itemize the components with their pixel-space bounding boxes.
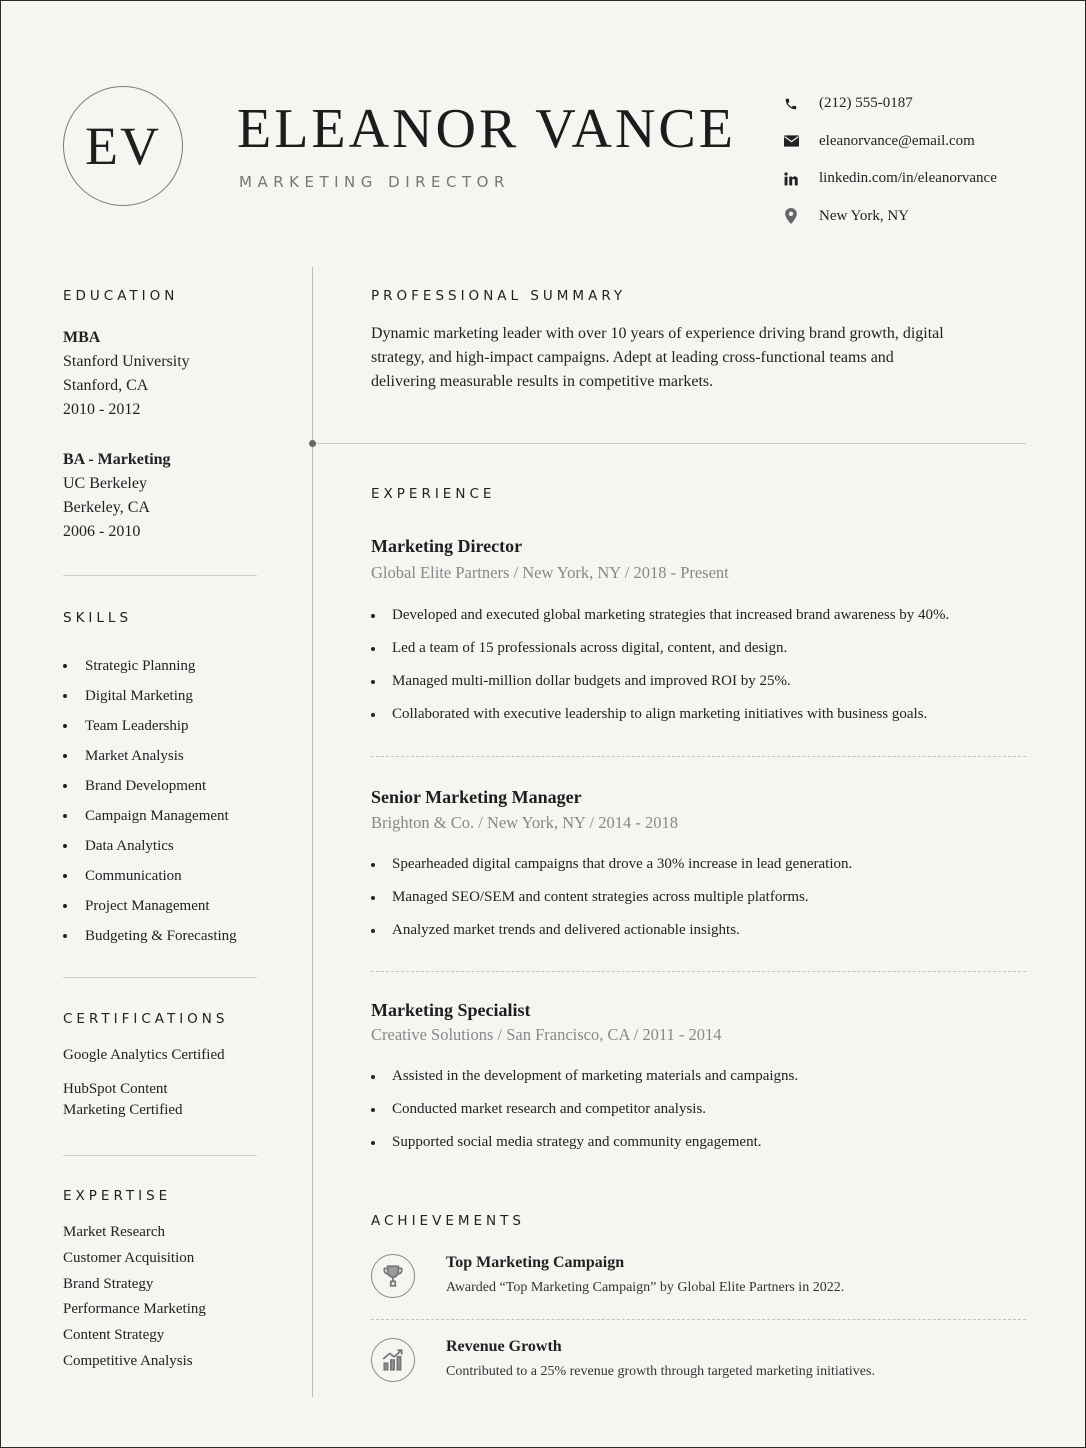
achievement-desc: Awarded “Top Marketing Campaign” by Global Elite Partners in 2022. <box>446 1280 845 1295</box>
list-item: Market Research <box>63 1224 166 1240</box>
job-title: Marketing Director <box>371 536 523 556</box>
phone-text[interactable]: (212) 555-0187 <box>819 95 913 112</box>
monogram: EV <box>63 86 183 206</box>
list-item: Managed multi-million dollar budgets and improved ROI by 25%. <box>371 665 949 698</box>
job-title: Marketing Specialist <box>371 1000 531 1020</box>
education-entry <box>63 326 190 422</box>
certifications-heading: CERTIFICATIONS <box>63 1011 229 1027</box>
job-divider <box>371 971 1026 972</box>
summary-divider <box>312 443 1026 444</box>
list-item: Brand Development <box>63 771 237 801</box>
job-bullets <box>371 848 852 947</box>
job-bullets <box>371 1060 798 1159</box>
school: Stanford University <box>63 353 190 370</box>
education-entry <box>63 448 171 544</box>
school-years: 2010 - 2012 <box>63 401 141 418</box>
growth-chart-icon <box>371 1338 415 1382</box>
contact-phone <box>783 85 997 123</box>
list-item: Strategic Planning <box>63 651 237 681</box>
list-item: Conducted market research and competitor analysis. <box>371 1093 798 1126</box>
sidebar-divider <box>63 575 257 576</box>
skills-heading: SKILLS <box>63 610 133 626</box>
education-heading: EDUCATION <box>63 288 179 304</box>
achievement-title: Top Marketing Campaign <box>446 1254 625 1271</box>
school-years: 2006 - 2010 <box>63 523 141 540</box>
list-item: Team Leadership <box>63 711 237 741</box>
contact-email <box>783 123 997 161</box>
list-item: Customer Acquisition <box>63 1249 195 1266</box>
list-item: Data Analytics <box>63 831 237 861</box>
summary-text: Dynamic marketing leader with over 10 years of experience driving brand growth, digital strategy, and high-impact campaigns. Adept at leading cross-functional teams and delivering measurable results in competitive markets. <box>371 325 944 390</box>
column-divider <box>312 267 313 1397</box>
sidebar-divider <box>63 977 257 978</box>
school-location: Berkeley, CA <box>63 499 150 516</box>
list-item: Content Strategy <box>63 1327 165 1344</box>
degree: BA - Marketing <box>63 451 171 468</box>
school: UC Berkeley <box>63 475 147 492</box>
job-meta: Creative Solutions / San Francisco, CA / 2011 - 2014 <box>371 1025 722 1044</box>
location-text: New York, NY <box>819 207 910 224</box>
email-icon <box>783 133 799 149</box>
trophy-icon <box>371 1254 415 1298</box>
list-item: Project Management <box>63 891 237 921</box>
list-item: Spearheaded digital campaigns that drove a 30% increase in lead generation. <box>371 848 852 881</box>
linkedin-text[interactable]: linkedin.com/in/eleanorvance <box>819 170 997 187</box>
list-item: Market Analysis <box>63 741 237 771</box>
list-item: Supported social media strategy and community engagement. <box>371 1126 798 1159</box>
job-divider <box>371 756 1026 757</box>
list-item: Managed SEO/SEM and content strategies across multiple platforms. <box>371 881 852 914</box>
linkedin-icon <box>783 171 799 187</box>
skills-list <box>63 651 237 951</box>
list-item: Analyzed market trends and delivered actionable insights. <box>371 914 852 947</box>
summary-heading: PROFESSIONAL SUMMARY <box>371 288 627 304</box>
candidate-name: ELEANOR VANCE <box>237 98 736 160</box>
list-item: Collaborated with executive leadership to align marketing initiatives with business goals. <box>371 698 949 731</box>
list-item: Campaign Management <box>63 801 237 831</box>
location-pin-icon <box>783 208 799 224</box>
sidebar-divider <box>63 1155 257 1156</box>
contact-list <box>783 85 997 235</box>
list-item: Developed and executed global marketing strategies that increased brand awareness by 40%. <box>371 599 949 632</box>
experience-heading: EXPERIENCE <box>371 486 496 502</box>
achievement-desc: Contributed to a 25% revenue growth through targeted marketing initiatives. <box>446 1364 875 1379</box>
job-bullets <box>371 599 949 731</box>
email-text[interactable]: eleanorvance@email.com <box>819 132 975 149</box>
phone-icon <box>783 96 799 112</box>
job-meta: Brighton & Co. / New York, NY / 2014 - 2018 <box>371 813 678 832</box>
job-title: Senior Marketing Manager <box>371 787 582 807</box>
list-item: Led a team of 15 professionals across digital, content, and design. <box>371 632 949 665</box>
achievement-divider <box>371 1319 1026 1320</box>
achievements-heading: ACHIEVEMENTS <box>371 1213 525 1229</box>
certification-item: Google Analytics Certified <box>63 1047 225 1063</box>
expertise-list <box>63 1220 206 1375</box>
list-item: Budgeting & Forecasting <box>63 921 237 951</box>
job-title-header: MARKETING DIRECTOR <box>239 173 510 191</box>
achievement-title: Revenue Growth <box>446 1338 562 1355</box>
list-item: Communication <box>63 861 237 891</box>
list-item: Competitive Analysis <box>63 1352 193 1369</box>
contact-location <box>783 198 997 236</box>
certification-item: HubSpot Content Marketing Certified <box>63 1081 183 1118</box>
degree: MBA <box>63 329 101 346</box>
contact-linkedin <box>783 160 997 198</box>
job-meta: Global Elite Partners / New York, NY / 2018 - Present <box>371 563 729 582</box>
expertise-heading: EXPERTISE <box>63 1188 172 1204</box>
list-item: Performance Marketing <box>63 1301 206 1318</box>
list-item: Digital Marketing <box>63 681 237 711</box>
school-location: Stanford, CA <box>63 377 149 394</box>
list-item: Assisted in the development of marketing materials and campaigns. <box>371 1060 798 1093</box>
divider-dot <box>309 440 316 447</box>
list-item: Brand Strategy <box>63 1275 154 1292</box>
